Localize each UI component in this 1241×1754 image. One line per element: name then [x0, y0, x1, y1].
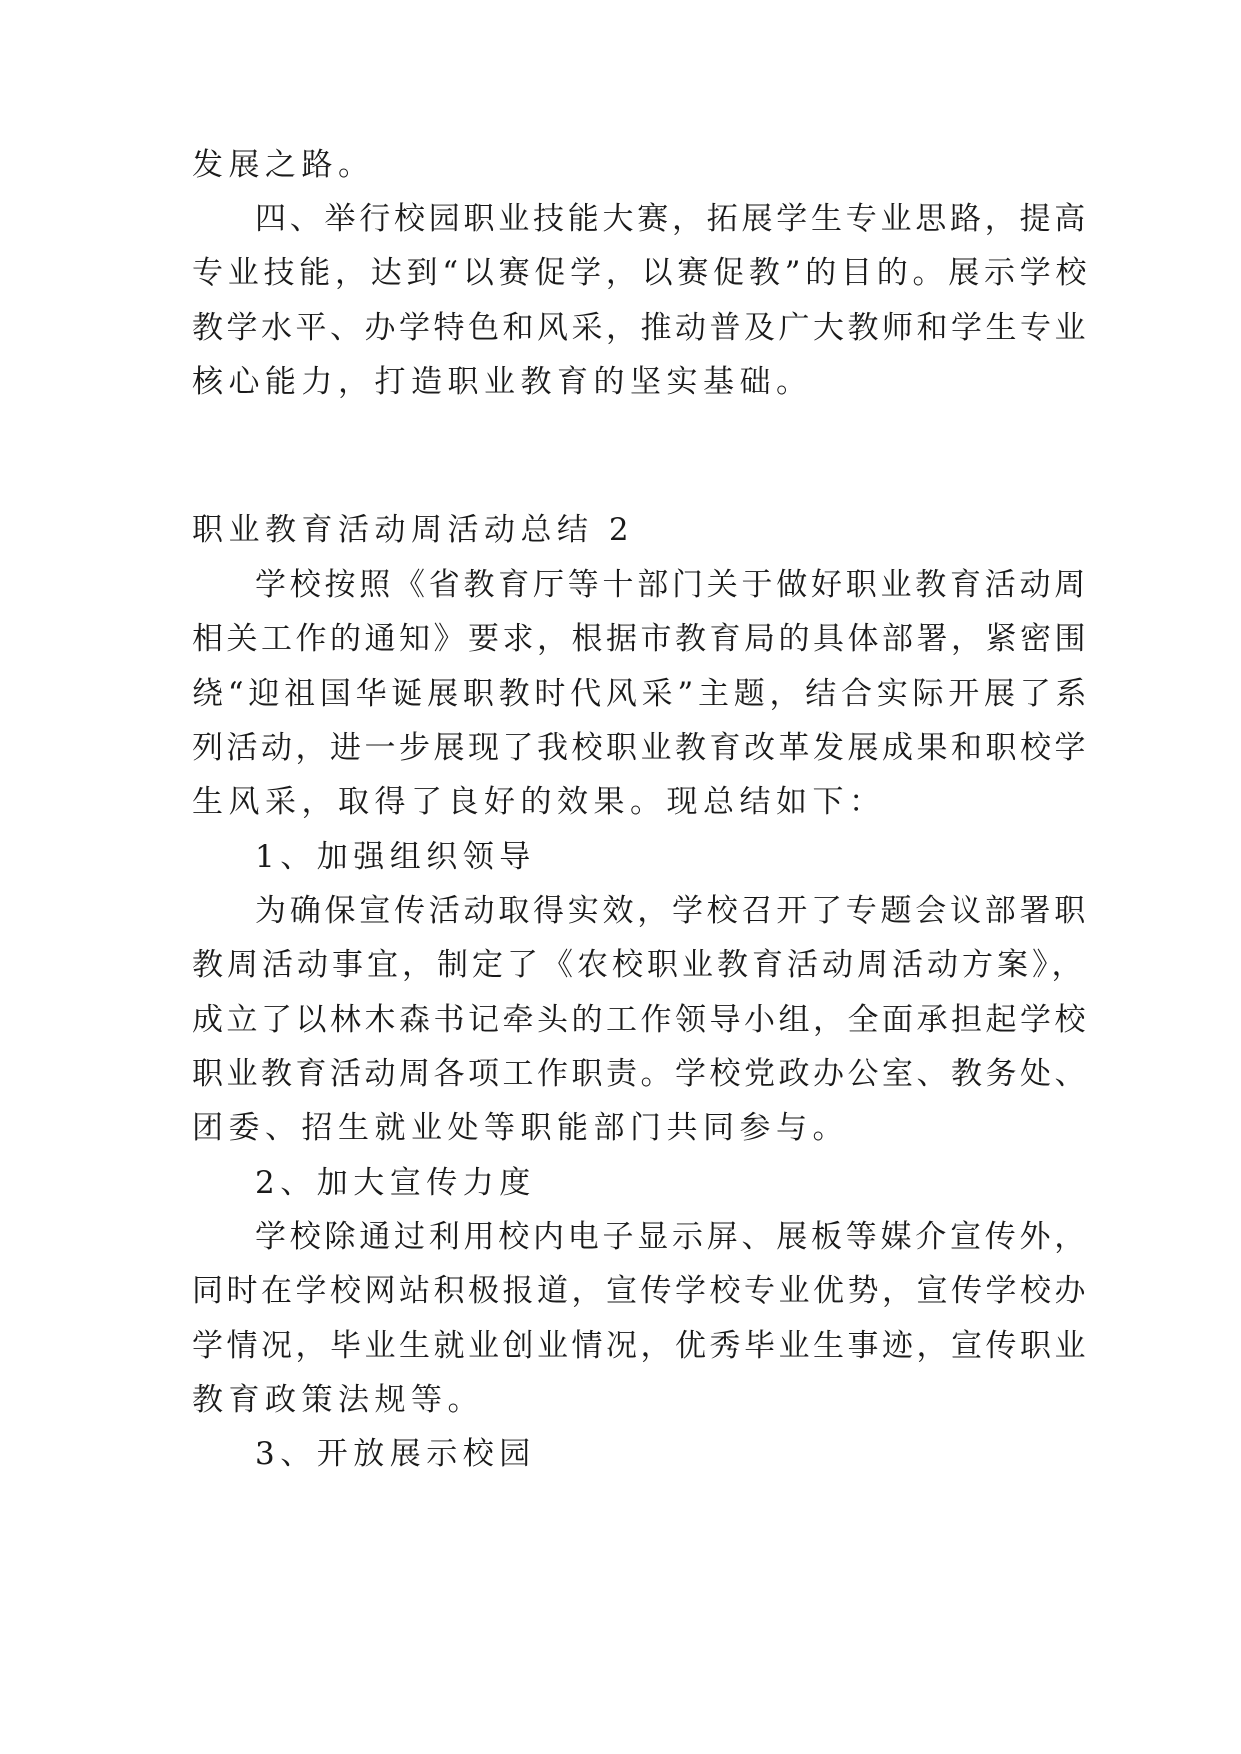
text-line: 列活动，进一步展现了我校职业教育改革发展成果和职校学 — [192, 730, 1089, 766]
numbered-heading: 1、加强组织领导 — [255, 839, 536, 875]
text-line: 发展之路。 — [192, 147, 375, 183]
text-line: 学情况，毕业生就业创业情况，优秀毕业生事迹，宣传职业 — [192, 1328, 1089, 1364]
numbered-heading: 3、开放展示校园 — [255, 1436, 536, 1472]
text-line: 教学水平、办学特色和风采，推动普及广大教师和学生专业 — [192, 310, 1089, 346]
text-line: 绕“迎祖国华诞展职教时代风采”主题，结合实际开展了系 — [192, 676, 1092, 712]
text-line: 职业教育活动周各项工作职责。学校党政办公室、教务处、 — [192, 1056, 1089, 1092]
section-heading: 职业教育活动周活动总结 2 — [192, 512, 635, 548]
text-line: 学校除通过利用校内电子显示屏、展板等媒介宣传外， — [255, 1219, 1089, 1255]
text-line: 学校按照《省教育厅等十部门关于做好职业教育活动周 — [255, 567, 1089, 603]
numbered-heading: 2、加大宣传力度 — [255, 1165, 536, 1201]
text-line: 同时在学校网站积极报道，宣传学校专业优势，宣传学校办 — [192, 1273, 1089, 1309]
text-line: 团委、招生就业处等职能部门共同参与。 — [192, 1110, 849, 1146]
text-line: 专业技能，达到“以赛促学，以赛促教”的目的。展示学校 — [192, 255, 1092, 291]
text-line: 核心能力，打造职业教育的坚实基础。 — [192, 364, 813, 400]
text-line: 教育政策法规等。 — [192, 1382, 484, 1418]
text-line: 四、举行校园职业技能大赛，拓展学生专业思路，提高 — [255, 201, 1089, 237]
text-line: 相关工作的通知》要求，根据市教育局的具体部署，紧密围 — [192, 621, 1089, 657]
text-line: 教周活动事宜，制定了《农校职业教育活动周活动方案》， — [192, 947, 1087, 983]
text-line: 为确保宣传活动取得实效，学校召开了专题会议部署职 — [255, 893, 1089, 929]
text-line: 成立了以林木森书记牵头的工作领导小组，全面承担起学校 — [192, 1002, 1089, 1038]
text-line: 生风采，取得了良好的效果。现总结如下： — [192, 784, 886, 820]
